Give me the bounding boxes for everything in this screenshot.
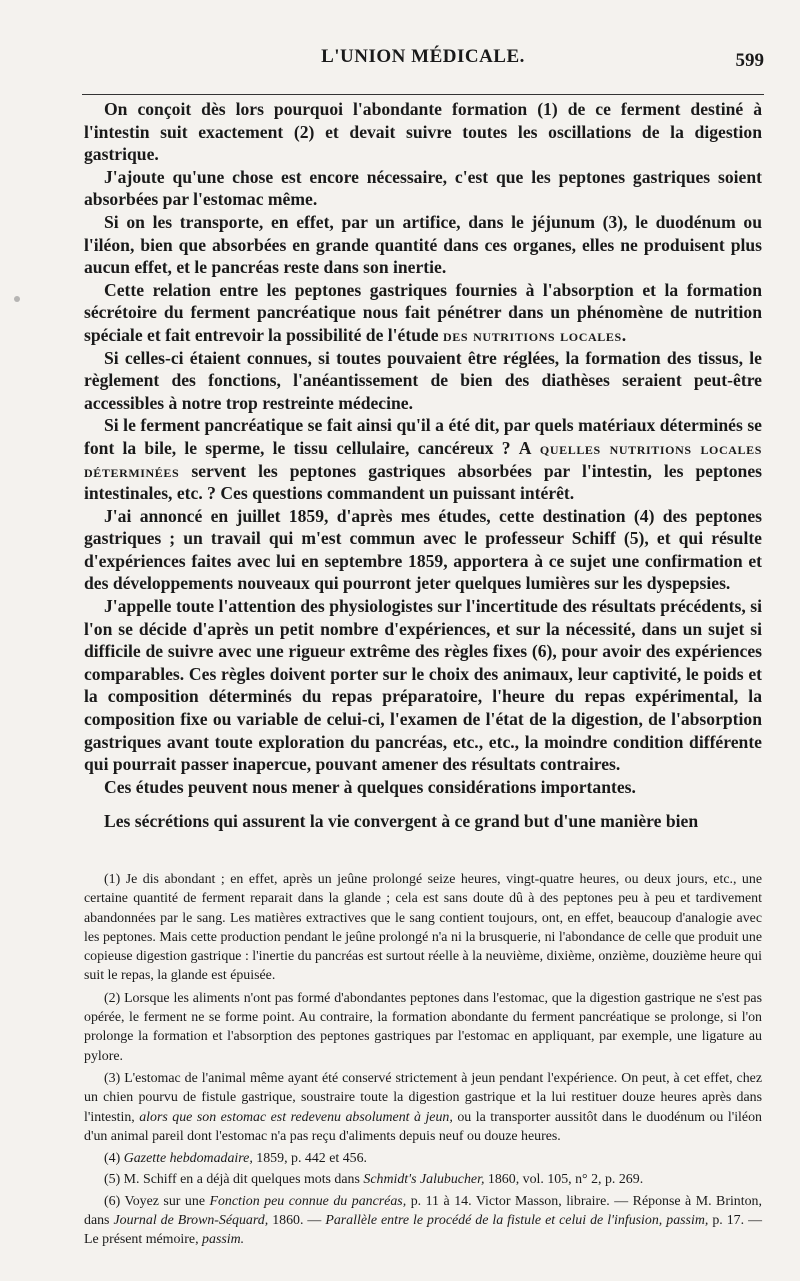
footnote-6-text-a: (6) Voyez sur une bbox=[104, 1193, 205, 1209]
footnote-6-italic-3: Parallèle entre le procédé de la fistule et celui de l'infusion, passim, bbox=[325, 1213, 709, 1229]
footnote-1: (1) Je dis abondant ; en effet, après un jeûne prolongé seize heures, vingt-quatre heures, ou deux jours, etc., une certaine quantité de ferment reparait dans la glande ; cela est sans doute dû à des peptones peu à peu et tardivement abandonnées par le sang. Les matières extractives que le sang contient toujours, ont, en effet, beaucoup d'analogie avec les peptones. Mais cette production pendant le jeûne prolongé n'a ni la brusquerie, ni l'abondance de celle que produit une copieuse digestion gastrique : l'inertie du pancréas est surtout réelle à la neuvième, dixième, onzième, douzième heure qui suit le repas, la glande est épuisée. bbox=[84, 872, 762, 984]
footnote-3 bbox=[84, 1069, 762, 1146]
paragraph-3: Si on les transporte, en effet, par un artifice, dans le jéjunum (3), le duodénum ou l'iléon, bien que absorbées en grande quantité dans ces organes, elles ne produisent plus aucun effet, et le pancréas reste dans son inertie. bbox=[84, 211, 762, 278]
footnote-6-italic-4: passim. bbox=[202, 1232, 245, 1248]
footnote-6-text-d: p. 17. — Le présent mémoire, bbox=[84, 1213, 762, 1248]
footnote-4-italic: Gazette hebdomadaire, bbox=[123, 1151, 253, 1167]
footnote-3-end: ou la transporter aussitôt dans le duodénum ou l'iléon d'un animal pareil dont l'estomac n'a pas reçu d'aliments depuis neuf ou douze heures. bbox=[84, 1109, 762, 1144]
paragraph-9: Ces études peuvent nous mener à quelques considérations importantes. bbox=[104, 776, 636, 797]
footnote-6-italic-1: Fonction peu connue du pancréas, bbox=[209, 1193, 407, 1209]
margin-mark bbox=[14, 296, 20, 302]
header-rule bbox=[82, 94, 764, 95]
paragraph-7: J'ai annoncé en juillet 1859, d'après mes études, cette destination (4) des peptones gastriques ; un travail qui m'est commun avec le professeur Schiff (5), et qui résulte d'expériences faites avec lui en septembre 1859, apportera à ce sujet une confirmation et des développements nouveaux qui pourront jeter quelques lumières sur les dyspepsies. bbox=[84, 505, 762, 594]
page-number: 599 bbox=[735, 50, 764, 71]
footnote-2: (2) Lorsque les aliments n'ont pas formé d'abondantes peptones dans l'estomac, que la digestion gastrique ne s'est pas opérée, le ferment ne se forme point. Au contraire, la formation abondante du ferment pancréatique se prolonge, si l'on prolonge la formation et l'absorption des peptones gastriques par l'estomac en appliquant, par exemple, une ligature au pylore. bbox=[84, 990, 762, 1064]
paragraph-4 bbox=[84, 279, 762, 347]
paragraph-5: Si celles-ci étaient connues, si toutes pouvaient être réglées, la formation des tissus, le règlement des fonctions, l'anéantissement de bien des diathèses seraient peut-être accessibles à notre trop restreinte médecine. bbox=[84, 347, 762, 413]
paragraph-10: Les sécrétions qui assurent la vie convergent à ce grand but d'une manière bien bbox=[104, 811, 699, 832]
footnotes bbox=[84, 870, 762, 1253]
running-title: L'UNION MÉDICALE. bbox=[321, 46, 525, 67]
footnote-5-end: 1860, vol. 105, n° 2, p. 269. bbox=[487, 1172, 644, 1188]
footnote-4 bbox=[84, 1149, 762, 1168]
paragraph-6-smallcaps: A quelles nutritions locales déterminées bbox=[84, 437, 762, 481]
paragraph-4-smallcaps: des nutritions locales bbox=[443, 324, 622, 345]
paragraph-1: On conçoit dès lors pourquoi l'abondante formation (1) de ce ferment destiné à l'intestin suit exactement (2) et devait suivre toutes les oscillations de la digestion gastrique. bbox=[84, 99, 762, 165]
paragraph-4-text: Cette relation entre les peptones gastriques fournies à l'absorption et la formation sécrétoire du ferment pancréatique nous fait pénétrer dans un phénomène de nutrition spéciale et fait entrevoir la possibilité de l'étude bbox=[84, 279, 762, 345]
footnote-5-italic: Schmidt's Jalubucher, bbox=[363, 1172, 485, 1188]
paragraph-8: J'appelle toute l'attention des physiologistes sur l'incertitude des résultats précédents, si l'on se décide d'après un petit nombre d'expériences, et sur la nécessité, dans un sujet si difficile de suivre avec une rigueur extrême des règles fixes (6), pour avoir des expériences comparables. Ces règles doivent porter sur le choix des animaux, leur captivité, le poids et la composition déterminés du repas préparatoire, l'heure du repas expérimental, la composition fixe ou variable de celui-ci, l'examen de l'état de la digestion, de l'absorption gastriques avant toute exploration du pancréas, etc., etc., la moindre condition différente qui pourrait passer inapercue, pouvant amener des résultats contraires. bbox=[84, 596, 762, 775]
footnote-6-text-c: 1860. — bbox=[272, 1213, 322, 1229]
footnote-4-num: (4) bbox=[104, 1151, 121, 1167]
main-text bbox=[84, 98, 762, 833]
footnote-5-text: (5) M. Schiff en a déjà dit quelques mots dans bbox=[104, 1172, 360, 1188]
paragraph-6-text: Si le ferment pancréatique se fait ainsi qu'il a été dit, par quels matériaux déterminés se font la bile, le sperme, le tissu cellulaire, cancéreux ? bbox=[84, 415, 762, 458]
footnote-3-italic: alors que son estomac est redevenu absolument à jeun, bbox=[139, 1109, 453, 1125]
paragraph-4-end: . bbox=[621, 324, 627, 345]
footnote-6-text-b: p. 11 à 14. Victor Masson, libraire. — Réponse à M. Brinton, dans bbox=[84, 1193, 762, 1229]
paragraph-6 bbox=[84, 414, 762, 504]
footnote-5 bbox=[84, 1170, 762, 1189]
footnote-6 bbox=[84, 1192, 762, 1250]
footnote-4-end: 1859, p. 442 et 456. bbox=[256, 1151, 368, 1167]
footnote-6-italic-2: Journal de Brown-Séquard, bbox=[113, 1213, 269, 1229]
page-header bbox=[82, 46, 764, 86]
paragraph-2: J'ajoute qu'une chose est encore nécessaire, c'est que les peptones gastriques soient absorbées par l'estomac même. bbox=[84, 166, 762, 210]
footnote-3-text: (3) L'estomac de l'animal même ayant été conservé strictement à jeun pendant l'expérience. On peut, à cet effet, chez un chien pourvu de fistule gastrique, soustraire toute la digestion gastrique et la lui restituer douze heures après dans l'intestin, bbox=[84, 1070, 762, 1125]
paragraph-6-end: servent les peptones gastriques absorbées par l'intestin, les peptones intestinales, etc. ? Ces questions commandent un puissant intérêt. bbox=[84, 460, 762, 504]
